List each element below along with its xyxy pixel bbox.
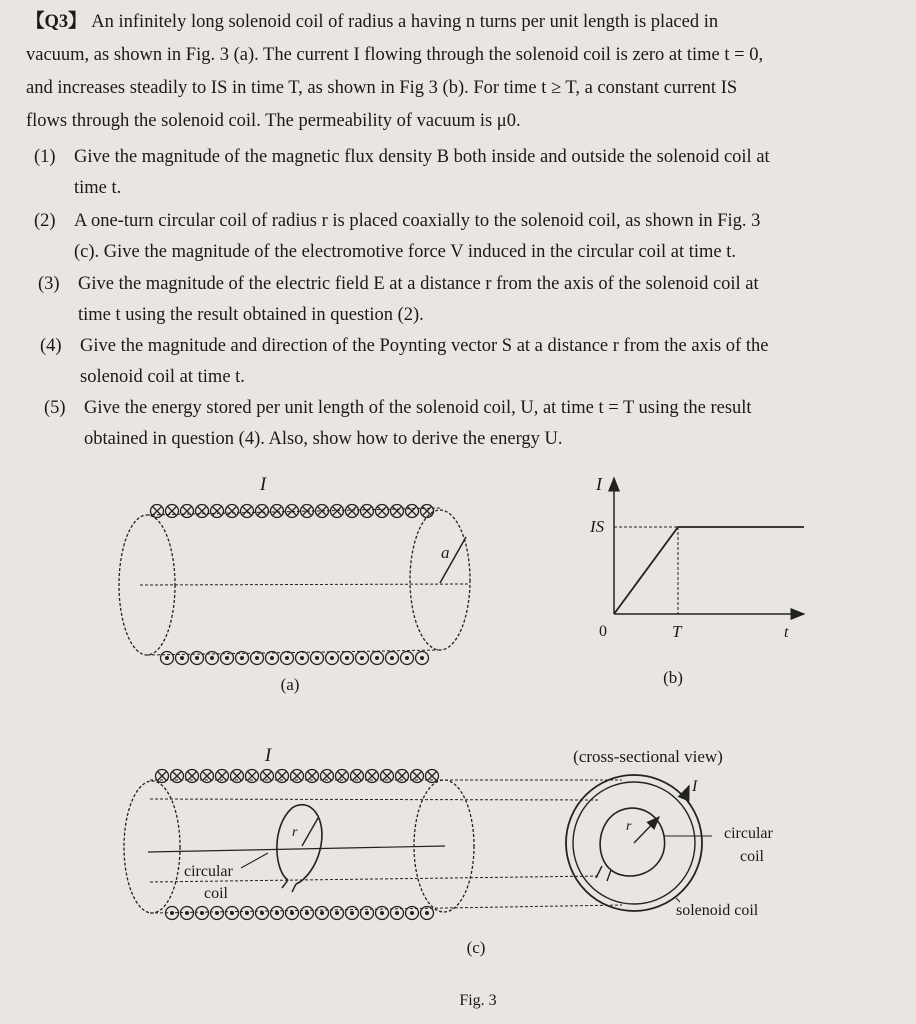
question-number: (1) (34, 147, 56, 167)
cross-section-radius-label: r (626, 819, 632, 834)
cross-section-title: (cross-sectional view) (573, 747, 723, 766)
question-tag: 【Q3】 (26, 12, 87, 32)
question-text-cont: obtained in question (4). Also, show how to derive the energy U. (84, 429, 563, 449)
intro-line-2: vacuum, as shown in Fig. 3 (a). The current I flowing through the solenoid coil is zero at time t = 0, (26, 45, 764, 65)
cross-section-view (566, 747, 774, 919)
cross-section-solenoid-label: solenoid coil (676, 902, 759, 919)
solenoid-axis (140, 584, 470, 585)
question-text: A one-turn circular coil of radius r is placed coaxially to the solenoid coil, as shown in Fig. 3 (74, 211, 761, 231)
current-ramp-line (614, 527, 804, 614)
radius-r-line (302, 818, 318, 846)
solenoid-left-end (124, 781, 180, 913)
fig-c-coil-label-1: circular (184, 863, 233, 880)
circular-coil-cross-section (600, 808, 664, 876)
graph-x-label: t (784, 624, 789, 641)
fig-c-current-label: I (264, 745, 272, 766)
solenoid-axis (148, 846, 445, 852)
radius-r-arrow (634, 817, 659, 843)
figure-a-solenoid (119, 474, 470, 694)
fig-b-caption: (b) (663, 668, 683, 687)
cross-section-coil-label-2: coil (740, 848, 764, 865)
cross-section-coil-label-1: circular (724, 825, 773, 842)
fig-c-coil-label-2: coil (204, 885, 228, 902)
fig-c-caption: (c) (466, 938, 486, 957)
question-text-cont: solenoid coil at time t. (80, 367, 245, 387)
question-text: Give the magnitude of the magnetic flux density B both inside and outside the solenoid coil at (74, 147, 770, 167)
question-text-cont: (c). Give the magnitude of the electromotive force V induced in the circular coil at time t. (74, 242, 736, 262)
fig-a-caption: (a) (280, 675, 300, 694)
circular-coil-loop (277, 805, 322, 884)
graph-is-label: IS (590, 517, 605, 536)
question-number: (2) (34, 211, 56, 231)
cross-section-current-label: I (692, 778, 698, 795)
solenoid-right-end (410, 510, 470, 650)
fig-a-current-label: I (259, 474, 267, 495)
question-text: Give the energy stored per unit length of the solenoid coil, U, at time t = T using the result (84, 398, 752, 418)
question-text-cont: time t using the result obtained in question (2). (78, 305, 424, 325)
intro-text-1: An infinitely long solenoid coil of radius a having n turns per unit length is placed in (91, 12, 719, 32)
figure-b-current-graph (589, 474, 804, 687)
bottom-winding-row (166, 907, 434, 920)
intro-line-4: flows through the solenoid coil. The permeability of vacuum is μ0. (26, 111, 521, 131)
figure-c-solenoid-with-coil (124, 745, 622, 957)
question-text-cont: time t. (74, 178, 122, 198)
top-winding-row (151, 505, 434, 518)
question-number: (4) (40, 336, 62, 356)
question-number: (5) (44, 398, 66, 418)
graph-y-label: I (596, 474, 602, 494)
figure-number: Fig. 3 (459, 992, 497, 1009)
top-winding-row (156, 770, 439, 783)
graph-t-mark: T (672, 622, 682, 641)
question-number: (3) (38, 274, 60, 294)
graph-origin-label: 0 (599, 623, 607, 640)
fig-c-radius-label: r (292, 825, 298, 840)
question-text: Give the magnitude and direction of the Poynting vector S at a distance r from the axis of the (80, 336, 769, 356)
intro-line-3: and increases steadily to IS in time T, as shown in Fig 3 (b). For time t ≥ T, a constant current IS (26, 78, 738, 98)
fig-a-radius-label: a (441, 543, 450, 562)
question-text: Give the magnitude of the electric field E at a distance r from the axis of the solenoid coil at (78, 274, 759, 294)
bottom-winding-row (161, 652, 429, 665)
current-direction-arrow (684, 786, 689, 798)
